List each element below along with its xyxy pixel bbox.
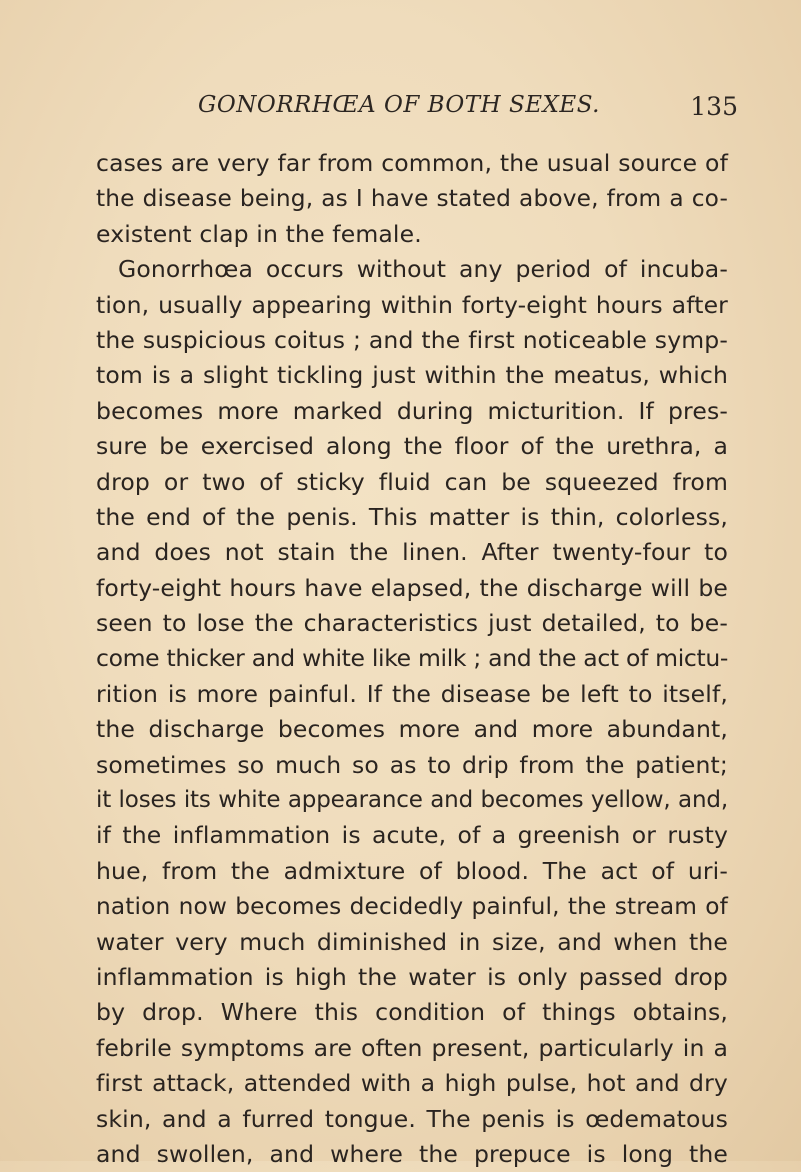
text-line: if the inflammation is acute, of a greenish or rusty	[96, 821, 728, 850]
text-line: drop or two of sticky fluid can be squeezed from	[96, 467, 728, 496]
text-line: febrile symptoms are often present, particularly in a	[96, 1033, 728, 1062]
text-line: the disease being, as I have stated above, from a co-	[96, 185, 728, 213]
text-line: first attack, attended with a high pulse, hot and dry	[96, 1069, 728, 1098]
text-line: nation now becomes decidedly painful, the stream of	[96, 893, 728, 921]
text-line: the end of the penis. This matter is thin, colorless,	[96, 502, 728, 531]
text-line: becomes more marked during micturition. If pres-	[96, 396, 728, 425]
text-line: cases are very far from common, the usual source of	[96, 149, 728, 177]
text-line: water very much diminished in size, and when the	[96, 927, 728, 956]
text-line: the discharge becomes more and more abundant,	[96, 715, 728, 744]
text-line: come thicker and white like milk ; and the act of mictu-	[96, 644, 728, 673]
text-line: and does not stain the linen. After twenty-four to	[96, 538, 728, 567]
text-line: the suspicious coitus ; and the first noticeable symp-	[96, 325, 728, 354]
body-text	[96, 146, 728, 1172]
text-line: tion, usually appearing within forty-eight hours after	[96, 290, 728, 319]
text-line: tom is a slight tickling just within the meatus, which	[96, 361, 728, 390]
text-line: sure be exercised along the floor of the urethra, a	[96, 432, 728, 461]
text-line: seen to lose the characteristics just detailed, to be-	[96, 609, 728, 638]
text-line: hue, from the admixture of blood. The act of uri-	[96, 856, 728, 885]
text-line: inflammation is high the water is only passed drop	[96, 962, 728, 991]
text-line: Gonorrhœa occurs without any period of incuba-	[118, 255, 728, 284]
text-line: forty-eight hours have elapsed, the discharge will be	[96, 573, 728, 602]
running-title: GONORRHŒA OF BOTH SEXES.	[198, 92, 600, 118]
text-line: sometimes so much so as to drip from the patient;	[96, 750, 728, 779]
page-number: 135	[690, 92, 738, 121]
text-line: rition is more painful. If the disease be left to itself,	[96, 679, 728, 708]
text-line: by drop. Where this condition of things obtains,	[96, 998, 728, 1027]
text-line: existent clap in the female.	[96, 219, 422, 248]
text-line: and swollen, and where the prepuce is long the	[96, 1139, 728, 1168]
running-head	[198, 92, 738, 126]
text-line: skin, and a furred tongue. The penis is œdematous	[96, 1104, 728, 1133]
text-line: it loses its white appearance and becomes yellow, and,	[96, 787, 728, 814]
